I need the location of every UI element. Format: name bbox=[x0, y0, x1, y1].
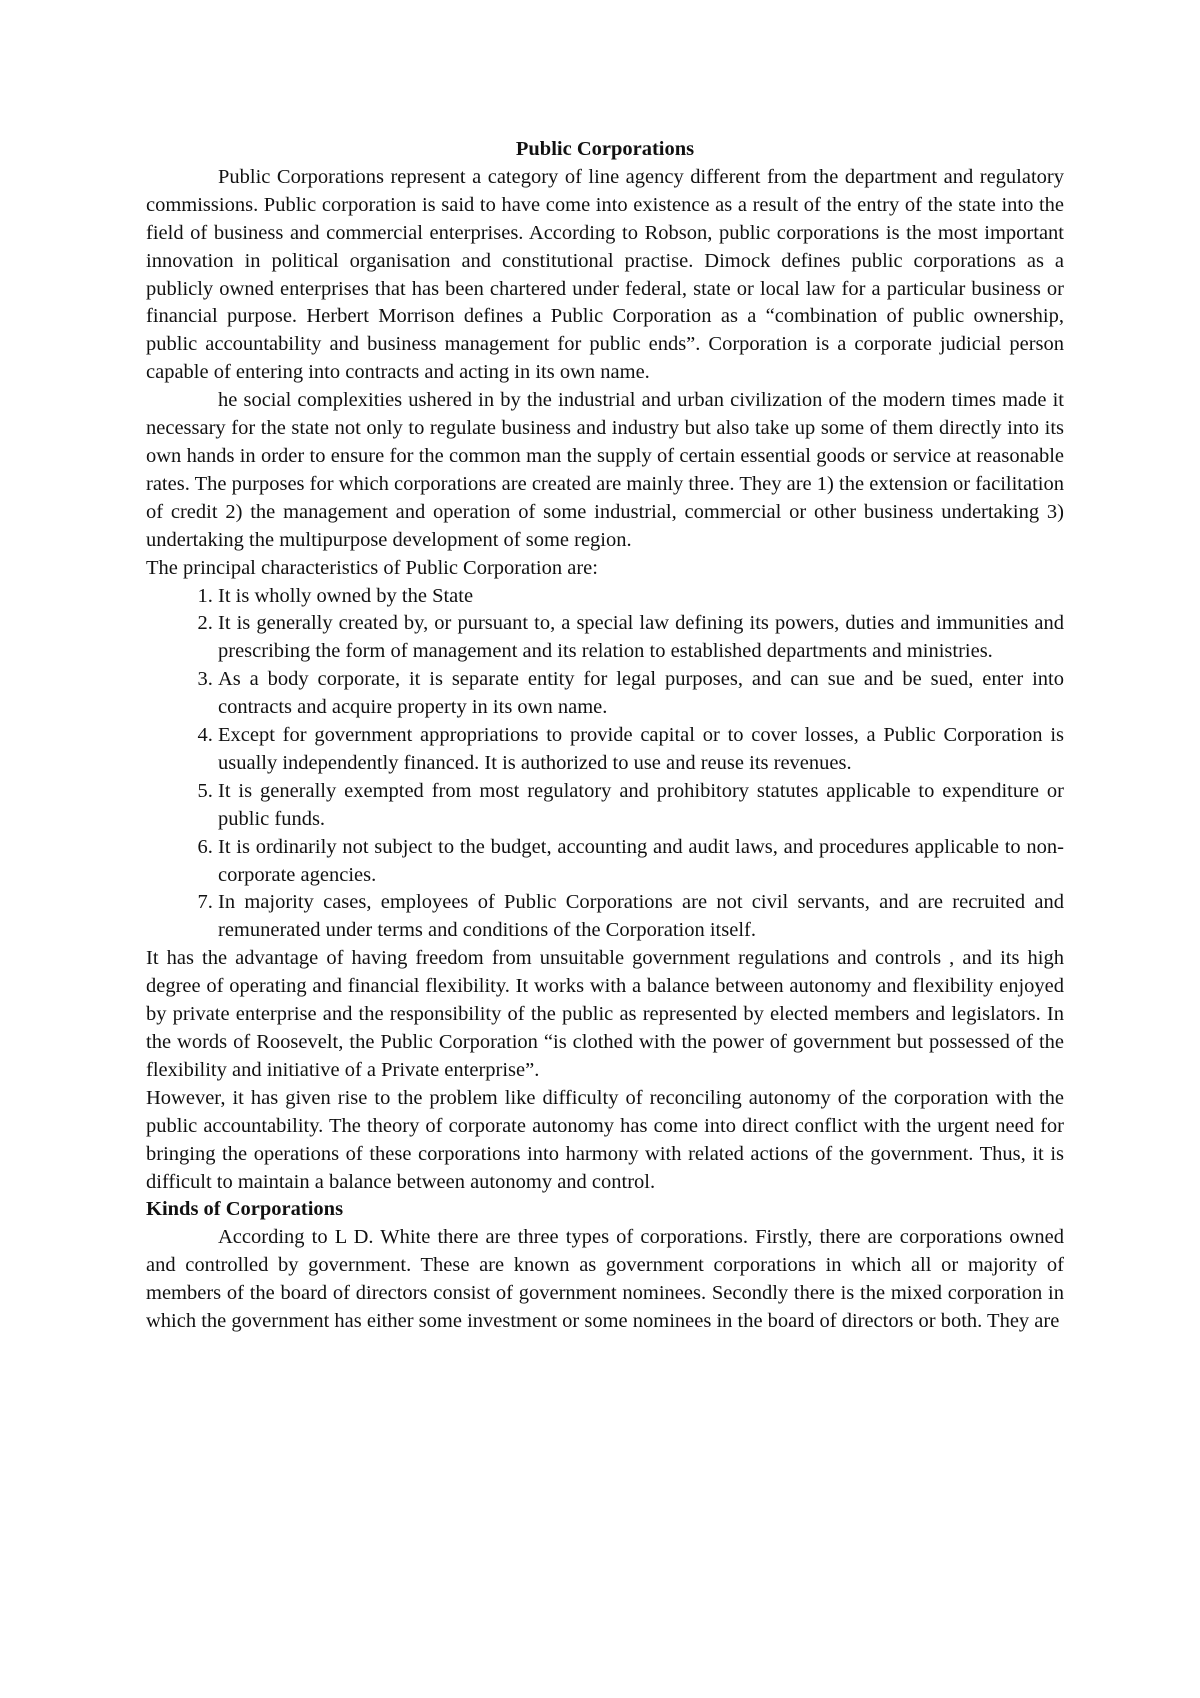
list-item: 5. It is generally exempted from most regulatory and prohibitory statutes applicable to expenditure or public funds. bbox=[218, 778, 1064, 834]
list-item: 2. It is generally created by, or pursuant to, a special law defining its powers, duties and immunities and prescribing the form of management and its relation to established departments and ministries. bbox=[218, 610, 1064, 666]
section-heading-kinds: Kinds of Corporations bbox=[146, 1198, 344, 1221]
page-title: Public Corporations bbox=[515, 138, 695, 160]
purpose-paragraph: he social complexities ushered in by the industrial and urban civilization of the modern times made it necessary for the state not only to regulate business and industry but also take up some of them directly into its own hands in order to ensure for the common man the supply of certain essential goods or service at reasonable rates. The purposes for which corporations are created are mainly three. They are 1) the extension or facilitation of credit 2) the management and operation of some industrial, commercial or other business undertaking 3) undertaking the multipurpose development of some region. bbox=[146, 389, 1064, 551]
list-item: 3. As a body corporate, it is separate entity for legal purposes, and can sue and be sued, enter into contracts and acquire property in its own name. bbox=[218, 666, 1064, 722]
advantage-paragraph: It has the advantage of having freedom from unsuitable government regulations and controls , and its high degree of operating and financial flexibility. It works with a balance between autonomy and flexibility enjoyed by private enterprise and the responsibility of the public as represented by elected members and legislators. In the words of Roosevelt, the Public Corporation “is clothed with the power of government but possessed of the flexibility and initiative of a Private enterprise”. bbox=[146, 947, 1064, 1081]
kinds-paragraph: According to L D. White there are three types of corporations. Firstly, there are corporations owned and controlled by government. These are known as government corporations in which all or majority of members of the board of directors consist of government nominees. Secondly there is the mixed corporation in which the government has either some investment or some nominees in the board of directors or both. They are bbox=[146, 1226, 1064, 1333]
characteristics-intro: The principal characteristics of Public Corporation are: bbox=[146, 556, 598, 579]
problem-paragraph: However, it has given rise to the problem like difficulty of reconciling autonomy of the corporation with the public accountability. The theory of corporate autonomy has come into direct conflict with the urgent need for bringing the operations of these corporations into harmony with related actions of the government. Thus, it is difficult to maintain a balance between autonomy and control. bbox=[146, 1086, 1064, 1193]
document-page bbox=[146, 136, 1064, 1336]
list-item: 4. Except for government appropriations to provide capital or to cover losses, a Public Corporation is usually independently financed. It is authorized to use and reuse its revenues. bbox=[218, 722, 1064, 778]
characteristics-list bbox=[146, 583, 1064, 946]
intro-paragraph: Public Corporations represent a category of line agency different from the department and regulatory commissions. Public corporation is said to have come into existence as a result of the entry of the state into the field of business and commercial enterprises. According to Robson, public corporations is the most important innovation in political organisation and constitutional practise. Dimock defines public corporations as a publicly owned enterprises that has been chartered under federal, state or local law for a particular business or financial purpose. Herbert Morrison defines a Public Corporation as a “combination of public ownership, public accountability and business management for public ends”. Corporation is a corporate judicial person capable of entering into contracts and acting in its own name. bbox=[146, 165, 1064, 384]
list-item: 7. In majority cases, employees of Public Corporations are not civil servants, and are recruited and remunerated under terms and conditions of the Corporation itself. bbox=[218, 889, 1064, 945]
list-item: 6. It is ordinarily not subject to the budget, accounting and audit laws, and procedures applicable to non-corporate agencies. bbox=[218, 834, 1064, 890]
list-item: 1. It is wholly owned by the State bbox=[218, 583, 1064, 611]
